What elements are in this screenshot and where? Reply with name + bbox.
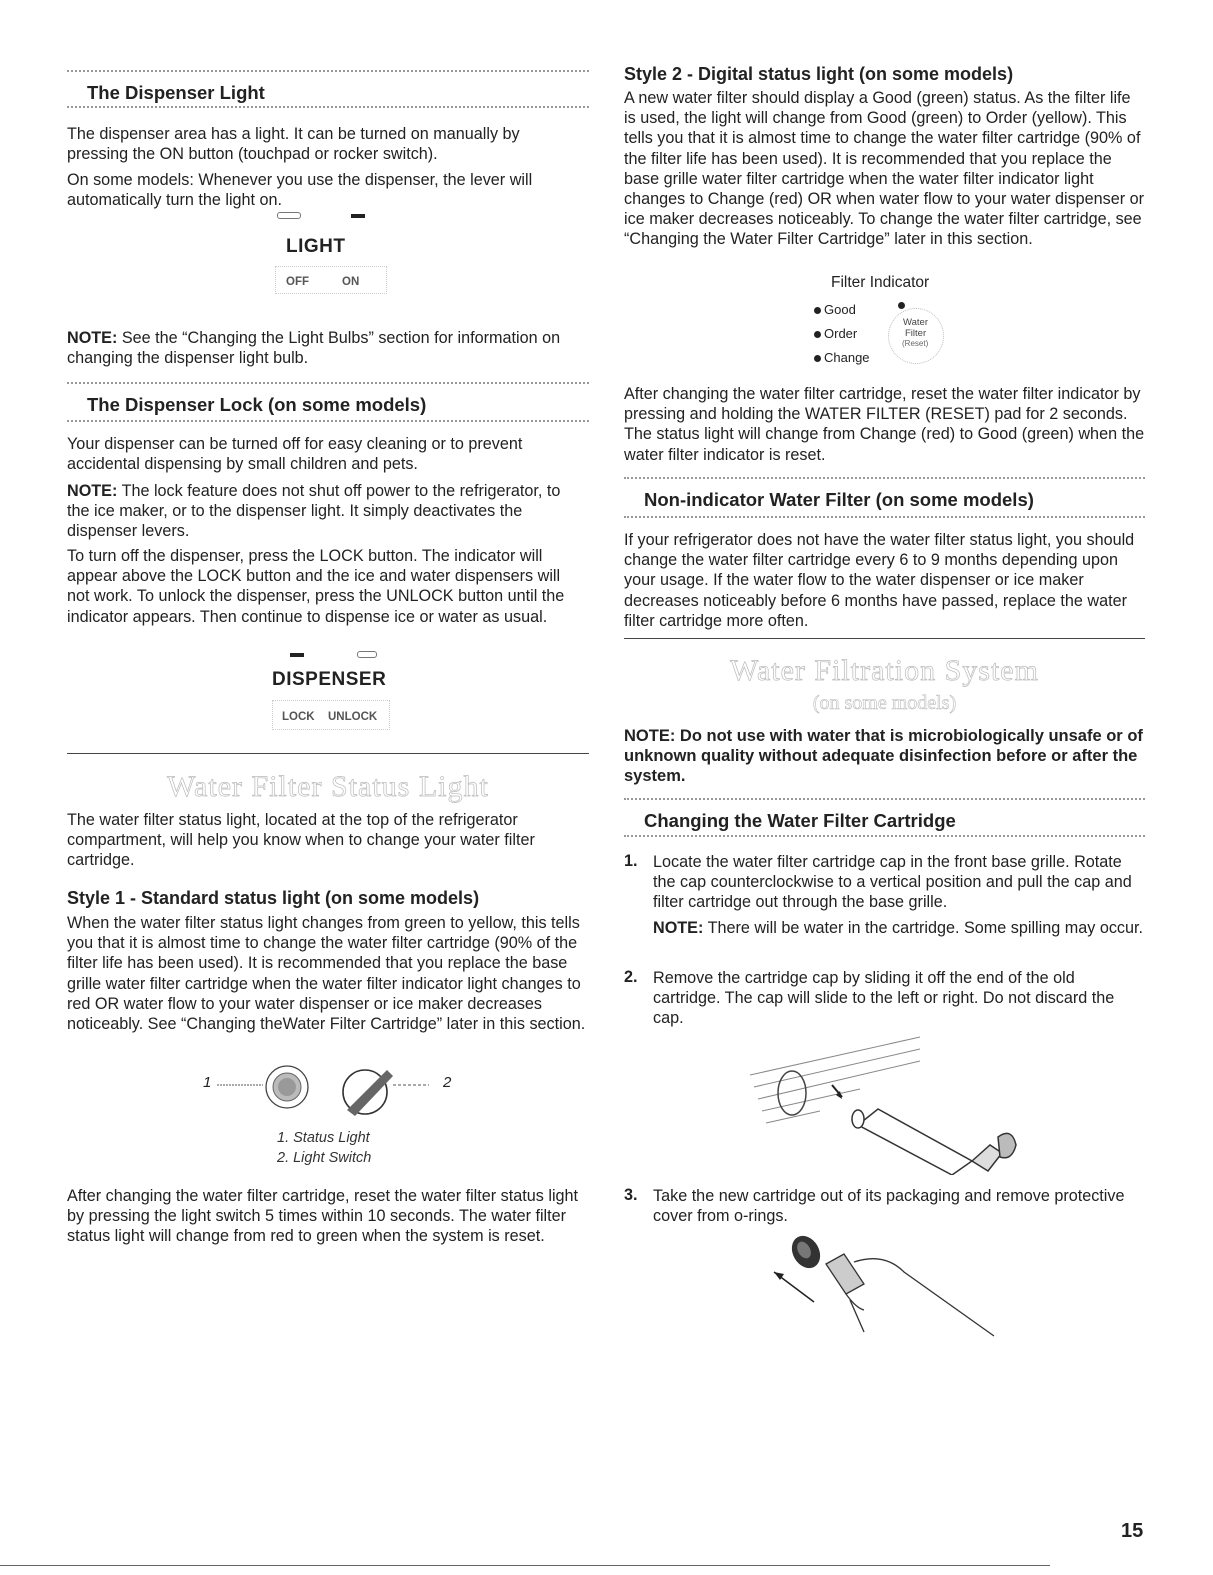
note-label: NOTE: [67, 482, 118, 500]
filter-indicator-panel [814, 298, 964, 370]
note-text: There will be water in the cartridge. Some spilling may occur. [703, 919, 1144, 937]
section-divider [67, 382, 589, 384]
step-text: Remove the cartridge cap by sliding it off the end of the old cartridge. The cap will slide to the left or right. Do not discard the cap. [653, 969, 1115, 1028]
paragraph: After changing the water filter cartridge, reset the water filter status light by pressing the light switch 5 times within 10 seconds. The water filter status light will change from red to green when the system is reset. [67, 1187, 579, 1246]
note-text: See the “Changing the Light Bulbs” section for information on changing the dispenser light bulb. [67, 329, 561, 368]
heading-water-filter-status-light: Water Filter Status Light [167, 770, 489, 803]
step-text: Take the new cartridge out of its packaging and remove protective cover from o-rings. [653, 1187, 1125, 1226]
subheading-on-some-models: (on some models) [812, 692, 957, 714]
indicator-off-icon [277, 212, 301, 219]
figure-caption: 2. Light Switch [277, 1150, 372, 1166]
step-number: 2. [624, 968, 638, 986]
page-number: 15 [1121, 1520, 1144, 1542]
section-divider [624, 835, 1145, 837]
indicator-change: Change [814, 350, 870, 365]
section-divider [67, 106, 589, 108]
section-divider [624, 798, 1145, 800]
indicator-dot-icon [814, 307, 821, 314]
style2-title: Style 2 - Digital status light (on some models) [624, 64, 1014, 84]
indicator-order: Order [814, 326, 857, 341]
page-bottom-rule [0, 1565, 1050, 1566]
section-divider [67, 420, 589, 422]
section-title-non-indicator: Non-indicator Water Filter (on some models) [644, 489, 1034, 510]
water-filter-reset-button: Water Filter (Reset) [888, 308, 944, 364]
status-light-diagram [197, 1060, 497, 1125]
reset-indicator-dot-icon [898, 302, 905, 309]
on-label: ON [342, 276, 360, 288]
section-divider [624, 477, 1145, 479]
note-paragraph [67, 481, 582, 542]
off-label: OFF [286, 276, 309, 288]
paragraph: The dispenser area has a light. It can be turned on manually by pressing the ON button (touchpad or rocker switch). [67, 125, 520, 164]
section-divider [624, 516, 1145, 518]
paragraph: If your refrigerator does not have the water filter status light, you should change the water filter cartridge every 6 to 9 months depending upon your usage. If the water flow to the water dispenser or ice maker decreases noticeably before 6 months have passed, replace the water filter cartridge more often. [624, 531, 1135, 630]
section-rule [67, 753, 589, 754]
section-title-dispenser-lock: The Dispenser Lock (on some models) [87, 394, 427, 415]
section-title-changing-cartridge: Changing the Water Filter Cartridge [644, 810, 956, 831]
paragraph: On some models: Whenever you use the dispenser, the lever will automatically turn the light on. [67, 171, 533, 210]
warning-note: NOTE: Do not use with water that is microbiologically unsafe or of unknown quality without adequate disinfection before or after the system. [624, 727, 1143, 786]
light-rocker-switch [275, 266, 387, 294]
status-light-switch-illustration [197, 1060, 497, 1125]
lock-unlock-switch [272, 700, 390, 730]
paragraph: The water filter status light, located at the top of the refrigerator compartment, will help you know when to change your water filter cartridge. [67, 811, 535, 870]
style1-title: Style 1 - Standard status light (on some models) [67, 888, 480, 908]
indicator-dot-icon [814, 331, 821, 338]
note-label: NOTE: [653, 919, 704, 937]
paragraph: To turn off the dispenser, press the LOCK button. The indicator will appear above the LOCK button and the ice and water dispensers will not work. To unlock the dispenser, press the UNLOCK button until the indicator appears. Then continue to dispense ice or water as usual. [67, 547, 565, 626]
note-paragraph [67, 328, 582, 368]
callout-1: 1 [203, 1074, 212, 1091]
section-rule [624, 638, 1145, 639]
section-title-dispenser-light: The Dispenser Light [87, 82, 265, 103]
step-number: 3. [624, 1186, 638, 1204]
indicator-good: Good [814, 302, 856, 317]
step-text: Locate the water filter cartridge cap in the front base grille. Rotate the cap counterclockwise to a vertical position and pull the cap and filter cartridge out through the base grille. [653, 853, 1132, 912]
paragraph: When the water filter status light changes from green to yellow, this tells you that it is almost time to change the water filter cartridge (90% of the filter life has been used). It is recommended that you replace the base grille water filter cartridge when the water filter indicator light changes to red OR water flow to your water dispenser or ice maker decreases noticeably. See “Changing theWater Filter Cartridge” later in this section. [67, 914, 586, 1034]
paragraph: Your dispenser can be turned off for easy cleaning or to prevent accidental dispensing by small children and pets. [67, 435, 523, 474]
unlock-label: UNLOCK [328, 711, 378, 723]
heading-water-filtration-system: Water Filtration System [730, 654, 1039, 687]
note-text: The lock feature does not shut off power to the refrigerator, to the ice maker, or to the dispenser light. It simply deactivates the dispenser levers. [67, 482, 561, 541]
lock-label: LOCK [282, 711, 315, 723]
step-number: 1. [624, 852, 638, 870]
light-panel-label: LIGHT [286, 236, 346, 257]
paragraph: After changing the water filter cartridge, reset the water filter indicator by pressing and holding the WATER FILTER (RESET) pad for 2 seconds. The status light will change from Change (red) to Good (green) when the water filter indicator is reset. [624, 385, 1145, 464]
cartridge-removal-illustration [740, 1035, 1040, 1175]
indicator-dot-icon [814, 355, 821, 362]
callout-2: 2 [443, 1074, 452, 1091]
indicator-off-icon [357, 651, 377, 658]
section-divider [67, 70, 589, 72]
filter-indicator-title: Filter Indicator [831, 274, 930, 291]
note-label: NOTE: [67, 329, 118, 347]
dispenser-panel-label: DISPENSER [272, 669, 387, 690]
new-cartridge-illustration [764, 1232, 1004, 1342]
paragraph: A new water filter should display a Good (green) status. As the filter life is used, the light will change from Good (green) to Order (yellow). This tells you that it is almost time to change the water filter cartridge (90% of the filter life has been used). It is recommended that you replace the base grille water filter cartridge when the water filter indicator light changes to Change (red) OR when water flow to your water dispenser or ice maker decreases noticeably. To change the water filter cartridge, see “Changing the Water Filter Cartridge” later in this section. [624, 89, 1145, 249]
indicator-on-icon [290, 653, 304, 657]
step-note [653, 918, 1145, 938]
figure-caption: 1. Status Light [277, 1130, 370, 1146]
indicator-on-icon [351, 214, 365, 218]
